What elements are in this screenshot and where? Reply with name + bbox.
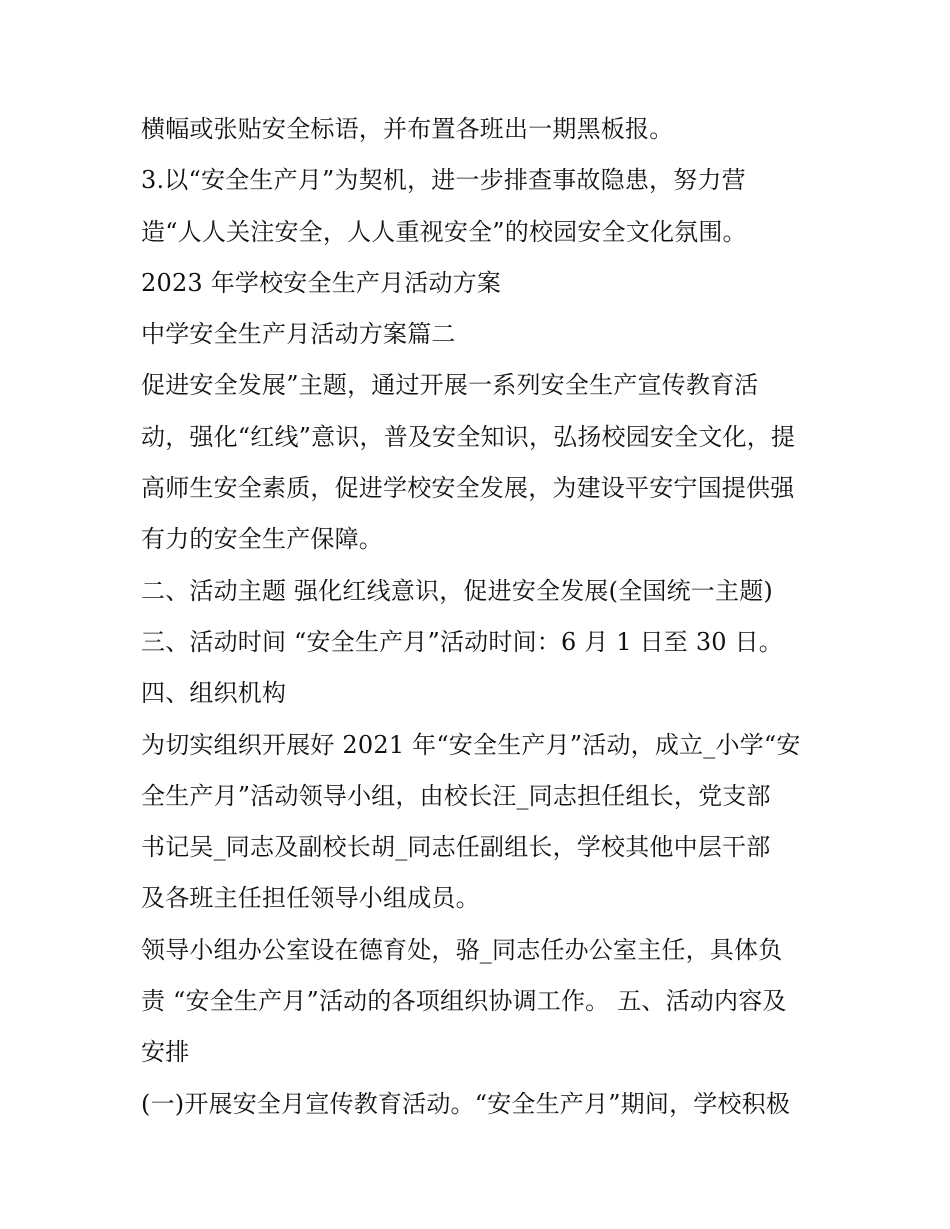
text-line: 全生产月”活动领导小组，由校长汪_同志担任组长，党支部	[141, 781, 771, 810]
text-line: 二、活动主题 强化红线意识，促进安全发展(全国统一主题)	[141, 576, 773, 605]
text-line: 横幅或张贴安全标语，并布置各班出一期黑板报。	[141, 115, 674, 143]
text-line: 责 “安全生产月”活动的各项组织协调工作。 五、活动内容及	[141, 987, 787, 1016]
text-line: 及各班主任担任领导小组成员。	[141, 884, 480, 913]
text-line: 有力的安全生产保障。	[141, 525, 383, 554]
text-line: 造“人人关注安全，人人重视安全”的校园安全文化氛围。	[141, 217, 747, 246]
text-line: 安排	[141, 1038, 190, 1067]
text-line: 领导小组办公室设在德育处，骆_同志任办公室主任，具体负	[141, 935, 783, 964]
text-line: 高师生安全素质，促进学校安全发展，为建设平安宁国提供强	[141, 474, 795, 503]
text-line: 四、组织机构	[141, 679, 287, 708]
text-line: 促进安全发展”主题，通过开展一系列安全生产宣传教育活	[141, 371, 759, 400]
text-line: (一)开展安全月宣传教育活动。“安全生产月”期间，学校积极	[141, 1089, 791, 1118]
text-line: 3.以“安全生产月”为契机，进一步排查事故隐患，努力营	[141, 166, 746, 195]
section-heading-line: 中学安全生产月活动方案篇二	[141, 320, 456, 349]
text-line: 动，强化“红线”意识，普及安全知识，弘扬校园安全文化，提	[141, 422, 796, 451]
document-body	[141, 104, 841, 1130]
text-line: 书记吴_同志及副校长胡_同志任副组长，学校其他中层干部	[141, 833, 771, 862]
text-line: 三、活动时间 “安全生产月”活动时间：6 月 1 日至 30 日。	[141, 627, 783, 656]
document-title-line: 2023 年学校安全生产月活动方案	[141, 268, 502, 297]
text-line: 为切实组织开展好 2021 年“安全生产月”活动，成立_小学“安	[141, 730, 801, 759]
